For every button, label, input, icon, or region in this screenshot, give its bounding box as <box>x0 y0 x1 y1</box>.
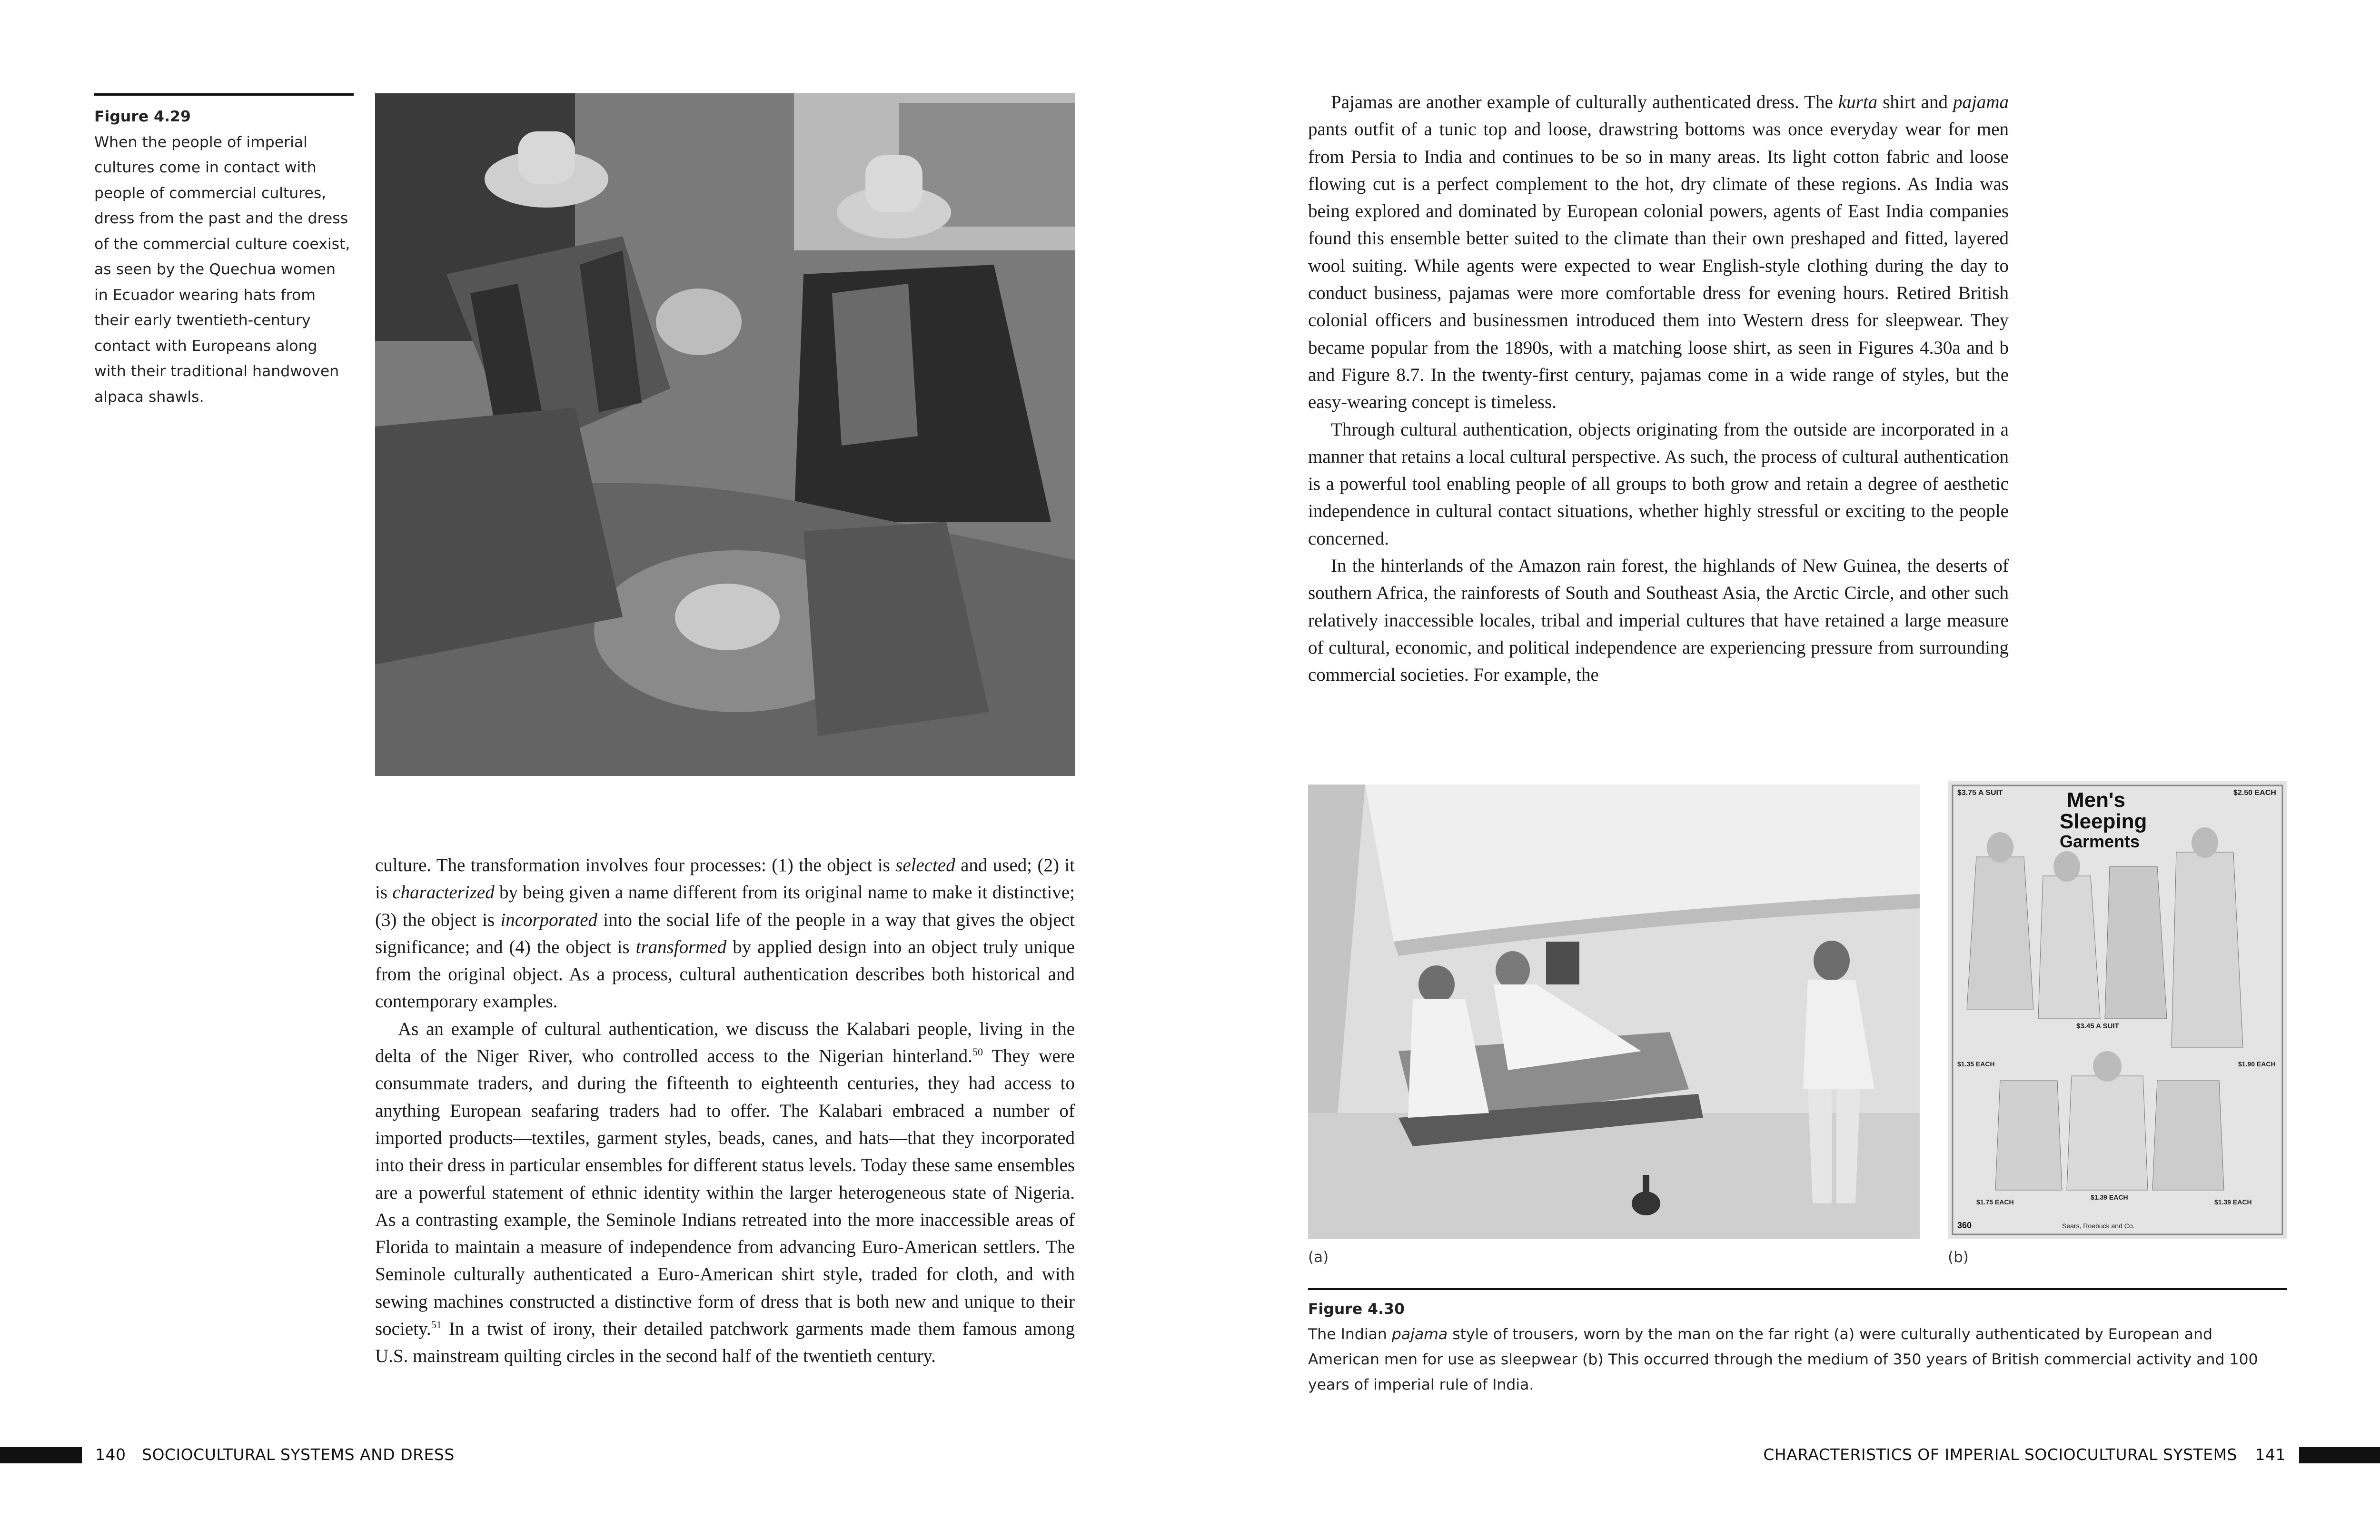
left-paragraph-2 <box>375 1015 1075 1370</box>
left-page-number: 140 <box>95 1445 126 1464</box>
footer-bar-left <box>0 1447 82 1463</box>
text-run: and used; (2) it is <box>375 855 1075 903</box>
text-run: As an example of cultural authentication, we discuss the Kalabari people, living in the delta of the Niger River, who controlled access to the Nigerian hinterland. <box>375 1018 1075 1067</box>
emphasis: pajama <box>1391 1326 1448 1343</box>
text-run: shirt and <box>1877 92 1954 112</box>
left-running-head: SOCIOCULTURAL SYSTEMS AND DRESS <box>142 1445 455 1464</box>
ad-price-middle: $3.45 A SUIT <box>2076 1022 2119 1030</box>
ad-price-bottom-right: $1.39 EACH <box>2214 1198 2252 1206</box>
ad-price-top-left: $3.75 A SUIT <box>1957 789 2003 797</box>
market-women-photo <box>375 93 1075 776</box>
ad-title-line-3: Garments <box>2060 832 2140 851</box>
figure-4-29-caption <box>94 93 354 410</box>
footnote-ref: 50 <box>972 1046 983 1058</box>
ad-page-number: 360 <box>1957 1221 1972 1230</box>
figure-4-30-text <box>1308 1326 2258 1393</box>
figure-4-30b-label: (b) <box>1948 1249 1969 1266</box>
figure-4-29-text: When the people of imperial cultures come in contact with people of commercial cultures, dress from the past and the dress of the commercial culture coexist, as seen by the Quechua women in Ecuador wearing hats from their early twentieth-century contact with Europeans along with their traditional handwoven alpaca shawls. <box>94 133 350 406</box>
emphasis: transformed <box>635 936 727 957</box>
figure-4-30a-illustration <box>1308 785 1920 1239</box>
right-running-head: CHARACTERISTICS OF IMPERIAL SOCIOCULTURAL SYSTEMS <box>1763 1445 2237 1464</box>
right-page-number: 141 <box>2255 1445 2286 1464</box>
figure-4-30-caption <box>1308 1288 2287 1398</box>
left-footer <box>0 1445 571 1464</box>
footnote-ref: 51 <box>431 1319 442 1331</box>
figure-4-29-title: Figure 4.29 <box>94 108 191 125</box>
emphasis: kurta <box>1838 92 1878 112</box>
text-run: culture. The transformation involves four processes: (1) the object is <box>375 855 896 875</box>
text-run: by applied design into an object truly unique from the original object. As a process, cultural authentication describes both historical and contemporary examples. <box>375 936 1075 1012</box>
text-run: They were consummate traders, and during the fifteenth to eighteenth centuries, they had access to anything European seafaring traders had to offer. The Kalabari embraced a number of imported products—textiles, garment styles, beads, canes, and hats—that they incorporated into their dress in particular ensembles for different status levels. Today these same ensembles are a powerful statement of ethnic identity within the larger heterogeneous state of Nigeria. As a contrasting example, the Seminole Indians retreated into the more inaccessible areas of Florida to maintain a measure of independence from advancing Euro-American settlers. The Seminole culturally authenticated a Euro-American shirt style, traded for cloth, and with sewing machines constructed a distinctive form of dress that is both new and unique to their society. <box>375 1046 1075 1340</box>
text-run: In a twist of irony, their detailed patchwork garments made them famous among U.S. mainstream quilting circles in the second half of the twentieth century. <box>375 1319 1075 1367</box>
sears-catalog-page <box>1948 781 2287 1239</box>
text-run: into the social life of the people in a way that gives the object significance; and (4) the object is <box>375 909 1075 957</box>
footer-bar-right <box>2299 1447 2380 1463</box>
text-run: pants outfit of a tunic top and loose, drawstring bottoms was once everyday wear for men from Persia to India and continues to be so in many areas. Its light cotton fabric and loose flowing cut is a perfect complement to the hot, dry climate of these regions. As India was being explored and dominated by European colonial powers, agents of East India companies found this ensemble better suited to the climate than their own preshaped and fitted, layered wool suiting. While agents were expected to wear English-style clothing during the day to conduct business, pajamas were more comfortable dress for evening hours. Retired British colonial officers and businessmen introduced them into Western dress for sleepwear. They became popular from the 1890s, with a matching loose shirt, as seen in Figures 4.30a and b and Figure 8.7. In the twenty-first century, pajamas come in a wide range of styles, but the easy-wearing concept is timeless. <box>1308 119 2009 413</box>
ad-title-line-1: Men's <box>2067 788 2125 812</box>
ad-brand: Sears, Roebuck and Co. <box>2062 1222 2135 1230</box>
right-paragraph-1 <box>1308 89 2009 416</box>
emphasis: incorporated <box>500 909 598 930</box>
right-body-text <box>1308 89 2009 689</box>
right-paragraph-3: In the hinterlands of the Amazon rain forest, the highlands of New Guinea, the deserts of southern Africa, the rainforests of South and Southeast Asia, the Arctic Circle, and other such relatively inaccessible locales, tribal and imperial cultures that have retained a large measure of cultural, economic, and political independence are experiencing pressure from surrounding commercial societies. For example, the <box>1308 556 2009 686</box>
figure-4-30a-label: (a) <box>1308 1249 1329 1266</box>
emphasis: pajama <box>1953 92 2009 112</box>
ad-price-bottom-left: $1.75 EACH <box>1976 1198 2014 1206</box>
ad-price-middle-right: $1.90 EACH <box>2238 1060 2276 1068</box>
ad-price-middle-left: $1.35 EACH <box>1957 1060 1995 1068</box>
figure-4-30b-advertisement <box>1948 781 2287 1239</box>
right-paragraph-2: Through cultural authentication, objects originating from the outside are incorporated in a manner that retains a local cultural perspective. As such, the process of cultural authentication is a powerful tool enabling people of all groups to both grow and retain a degree of aesthetic independence in cultural contact situations, whether highly stressful or exciting to the people concerned. <box>1308 419 2009 549</box>
figure-4-30-title: Figure 4.30 <box>1308 1301 1405 1318</box>
emphasis: selected <box>895 855 955 875</box>
text-run: by being given a name different from its original name to make it distinctive; (3) the object is <box>375 882 1075 930</box>
figure-4-29-photo <box>375 93 1075 776</box>
ad-price-bottom-middle: $1.39 EACH <box>2091 1193 2128 1201</box>
emphasis: characterized <box>392 882 495 903</box>
left-body-text <box>375 852 1075 1370</box>
text-run: The Indian <box>1308 1326 1392 1343</box>
ad-title-line-2: Sleeping <box>2060 810 2147 833</box>
right-footer <box>1666 1445 2380 1464</box>
text-run: style of trousers, worn by the man on the far right (a) were culturally authenticated by European and American men for use as sleepwear (b) This occurred through the medium of 350 years of British commercial activity and 100 years of imperial rule of India. <box>1308 1326 2258 1393</box>
text-run: Pajamas are another example of culturally authenticated dress. The <box>1331 92 1838 112</box>
ad-price-top-right: $2.50 EACH <box>2233 789 2276 797</box>
colonial-lounge-illustration <box>1308 785 1920 1239</box>
left-paragraph-1 <box>375 852 1075 1015</box>
